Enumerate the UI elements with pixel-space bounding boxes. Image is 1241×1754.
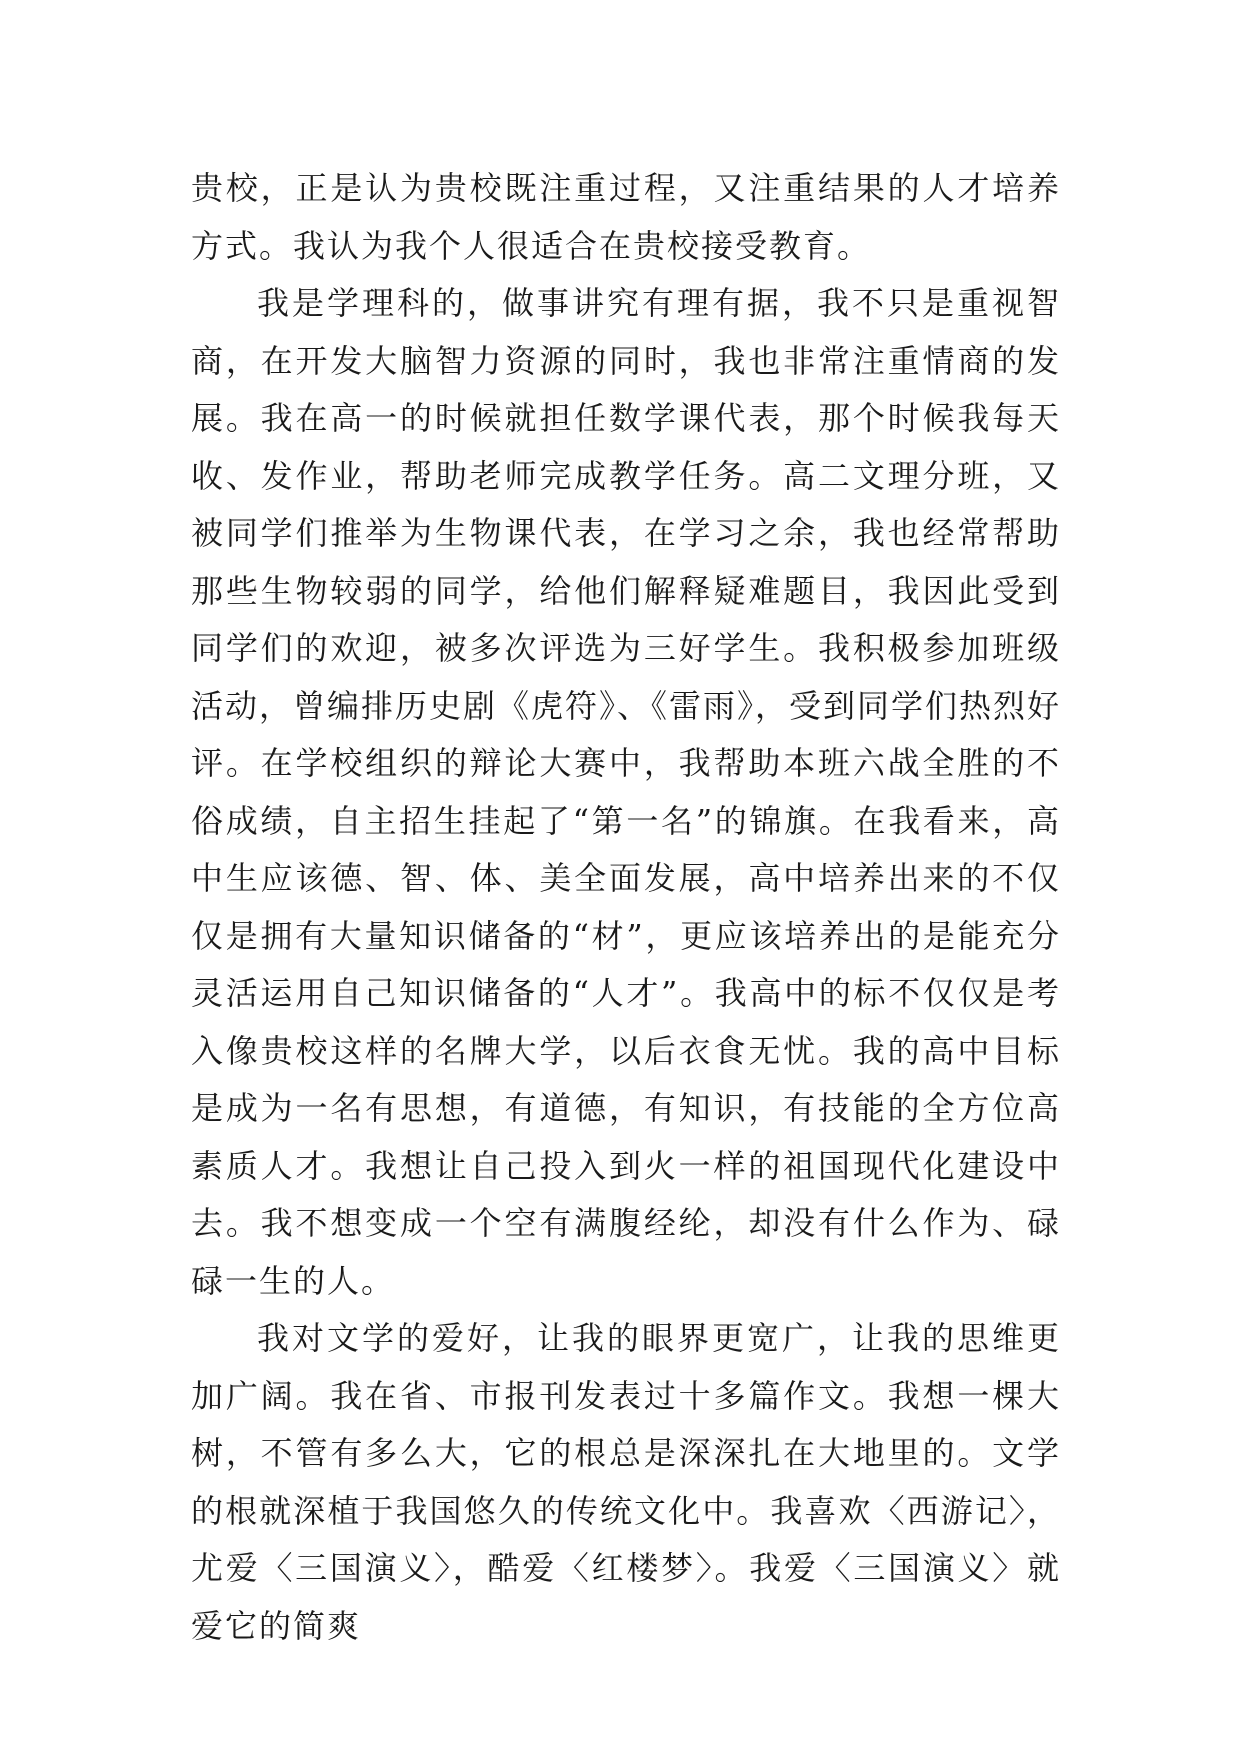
document-body (191, 160, 1061, 1655)
paragraph-2: 我是学理科的，做事讲究有理有据，我不只是重视智商，在开发大脑智力资源的同时，我也非常注重情商的发展。我在高一的时候就担任数学课代表，那个时候我每天收、发作业，帮助老师完成教学任务。高二文理分班，又被同学们推举为生物课代表，在学习之余，我也经常帮助那些生物较弱的同学，给他们解释疑难题目，我因此受到同学们的欢迎，被多次评选为三好学生。我积极参加班级活动，曾编排历史剧《虎符》、《雷雨》，受到同学们热烈好评。在学校组织的辩论大赛中，我帮助本班六战全胜的不俗成绩，自主招生挂起了“第一名”的锦旗。在我看来，高中生应该德、智、体、美全面发展，高中培养出来的不仅仅是拥有大量知识储备的“材”，更应该培养出的是能充分灵活运用自己知识储备的“人才”。我高中的标不仅仅是考入像贵校这样的名牌大学，以后衣食无忧。我的高中目标是成为一名有思想，有道德，有知识，有技能的全方位高素质人才。我想让自己投入到火一样的祖国现代化建设中去。我不想变成一个空有满腹经纶，却没有什么作为、碌碌一生的人。 (191, 284, 1062, 1300)
paragraph-3: 我对文学的爱好，让我的眼界更宽广，让我的思维更加广阔。我在省、市报刊发表过十多篇作文。我想一棵大树，不管有多么大，它的根总是深深扎在大地里的。文学的根就深植于我国悠久的传统文化中。我喜欢〈西游记〉，尤爱〈三国演义〉，酷爱〈红楼梦〉。我爱〈三国演义〉就爱它的简爽 (191, 1319, 1061, 1645)
paragraph-1: 贵校，正是认为贵校既注重过程，又注重结果的人才培养方式。我认为我个人很适合在贵校接受教育。 (191, 169, 1061, 265)
